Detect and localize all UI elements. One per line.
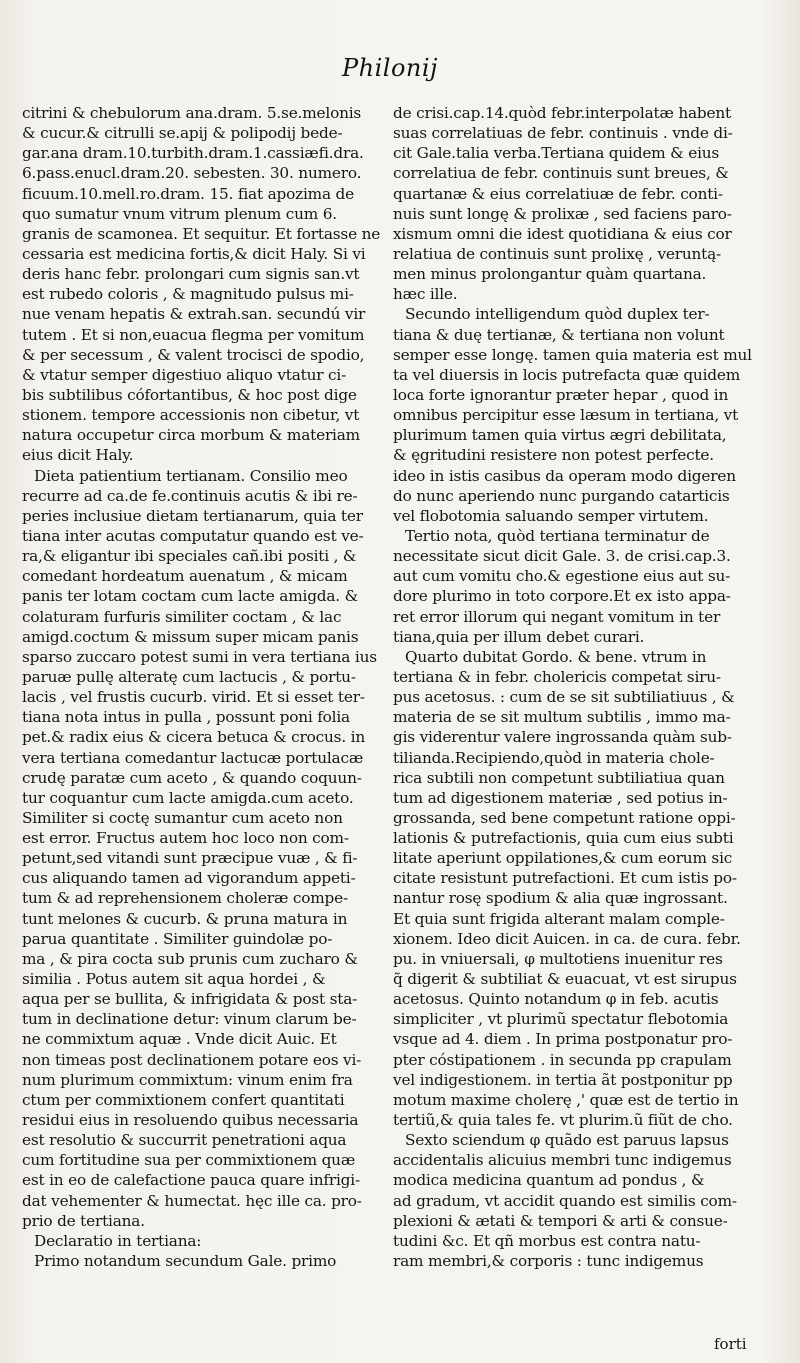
text-line: tertiana & in febr. cholericis competat siru- (393, 667, 721, 686)
text-line: Et quia sunt frigida alterant malam comple- (393, 909, 725, 928)
left-text-column (22, 103, 384, 1271)
text-line: tertiũ,& quia tales fe. vt plurim.ũ fiũt de cho. (393, 1111, 733, 1130)
text-line: do nunc aperiendo nunc purgando catarticis (393, 486, 730, 505)
text-line: Secundo intelligendum quòd duplex ter- (405, 305, 710, 324)
text-line: accidentalis alicuius membri tunc indigemus (393, 1151, 732, 1170)
text-line: est error. Fructus autem hoc loco non com- (22, 829, 349, 848)
text-line: Dieta patientium tertianam. Consilio meo (34, 466, 348, 485)
text-line: & vtatur semper digestiuo aliquo vtatur ci- (22, 365, 347, 384)
text-line: est in eo de calefactione pauca quare infrigi- (22, 1171, 360, 1190)
text-line: Similiter si coctę sumantur cum aceto non (22, 808, 343, 827)
text-line: gis viderentur valere ingrossanda quàm sub- (393, 728, 732, 747)
text-line: vera tertiana comedantur lactucæ portulacæ (22, 748, 364, 767)
text-line: simpliciter , vt plurimũ spectatur flebotomia (393, 1010, 729, 1029)
text-line: ctum per commixtionem confert quantitati (22, 1090, 345, 1109)
text-line: panis ter lotam coctam cum lacte amigda. & (22, 587, 359, 606)
text-line: ma , & pira cocta sub prunis cum zucharo & (22, 949, 358, 968)
text-line: xismum omni die idest quotidiana & eius cor (393, 224, 732, 243)
text-line: litate aperiunt oppilationes,& cum eorum sic (393, 849, 733, 868)
text-line: quo sumatur vnum vitrum plenum cum 6. (22, 204, 337, 223)
text-line: natura occupetur circa morbum & materiam (22, 426, 360, 445)
text-line: ideo in istis casibus da operam modo digeren (393, 466, 736, 485)
text-line: materia de se sit multum subtilis , immo ma- (393, 708, 731, 727)
text-line: cessaria est medicina fortis,& dicit Haly. Si vi (22, 244, 366, 263)
text-line: colaturam furfuris similiter coctam , & lac (22, 607, 342, 626)
text-line: ra,& eligantur ibi speciales cañ.ibi positi , & (22, 547, 357, 566)
text-line: q̃ digerit & subtiliat & euacuat, vt est sirupus (393, 970, 737, 989)
text-line: cus aliquando tamen ad vigorandum appeti- (22, 869, 356, 888)
text-line: Quarto dubitat Gordo. & bene. vtrum in (405, 647, 707, 666)
text-line: ne commixtum aquæ . Vnde dicit Auic. Et (22, 1030, 337, 1049)
text-line: semper esse longę. tamen quia materia est mul (393, 345, 752, 364)
text-line: dore plurimo in toto corpore.Et ex isto appa- (393, 587, 731, 606)
text-line: cit Gale.talia verba.Tertiana quidem & eius (393, 144, 720, 163)
text-line: rica subtili non competunt subtiliatiua quan (393, 768, 725, 787)
text-line: Declaratio in tertiana: (34, 1231, 202, 1250)
text-line: ret error illorum qui negant vomitum in ter (393, 607, 721, 626)
text-line: motum maxime cholerę ,' quæ est de tertio in (393, 1090, 739, 1109)
text-line: paruæ pullę alteratę cum lactucis , & portu- (22, 667, 356, 686)
text-line: est resolutio & succurrit penetrationi aqua (22, 1131, 347, 1150)
text-line: aqua per se bullita, & infrigidata & post sta- (22, 990, 358, 1009)
text-line: men minus prolongantur quàm quartana. (393, 265, 707, 284)
text-line: tilianda.Recipiendo,quòd in materia chole- (393, 748, 715, 767)
text-line: granis de scamonea. Et sequitur. Et fortasse ne (22, 224, 381, 243)
text-line: pet.& radix eius & cicera betuca & crocus. in (22, 728, 366, 747)
text-line: vsque ad 4. diem . In prima postponatur pro- (393, 1030, 733, 1049)
text-line: tunt melones & cucurb. & pruna matura in (22, 909, 348, 928)
text-line: tudini &c. Et qñ morbus est contra natu- (393, 1231, 701, 1250)
text-line: Primo notandum secundum Gale. primo (34, 1252, 337, 1271)
text-line: nuis sunt longę & prolixæ , sed faciens paro- (393, 204, 732, 223)
text-line: aut cum vomitu cho.& egestione eius aut su- (393, 567, 731, 586)
text-line: tum ad digestionem materiæ , sed potius in- (393, 788, 728, 807)
text-line: comedant hordeatum auenatum , & micam (22, 567, 348, 586)
text-line: & cucur.& citrulli se.apij & polipodij bede- (22, 124, 343, 143)
text-line: petunt,sed vitandi sunt præcipue vuæ , & fi- (22, 849, 358, 868)
text-line: 6.pass.enucl.dram.20. sebesten. 30. numero. (22, 164, 362, 183)
text-line: tur coquantur cum lacte amigda.cum aceto. (22, 788, 354, 807)
text-line: lacis , vel frustis cucurb. virid. Et si esset ter- (22, 688, 365, 707)
text-line: correlatiua de febr. continuis sunt breues, & (393, 164, 729, 183)
text-line: similia . Potus autem sit aqua hordei , & (22, 970, 326, 989)
text-line: recurre ad ca.de fe.continuis acutis & ibi re- (22, 486, 358, 505)
text-line: tutem . Et si non,euacua flegma per vomitum (22, 325, 365, 344)
text-line: tum & ad reprehensionem choleræ compe- (22, 889, 348, 908)
text-line: suas correlatiuas de febr. continuis . vnde di- (393, 124, 733, 143)
text-line: parua quantitate . Similiter guindolæ po- (22, 929, 333, 948)
running-head: Philonij (342, 54, 438, 82)
text-line: pter cóstipationem . in secunda pp crapulam (393, 1050, 732, 1069)
text-line: peries inclusiue dietam tertianarum, quia ter (22, 506, 363, 525)
text-line: tiana,quia per illum debet curari. (393, 627, 645, 646)
text-line: num plurimum commixtum: vinum enim fra (22, 1070, 353, 1089)
text-line: cum fortitudine sua per commixtionem quæ (22, 1151, 356, 1170)
text-line: pu. in vniuersali, φ multotiens inuenitur res (393, 949, 723, 968)
text-line: plurimum tamen quia virtus ægri debilitata, (393, 426, 727, 445)
text-line: ficuum.10.mell.ro.dram. 15. fiat apozima de (22, 184, 354, 203)
text-line: tiana inter acutas computatur quando est ve- (22, 526, 364, 545)
text-line: amigd.coctum & missum super micam panis (22, 627, 359, 646)
text-line: de crisi.cap.14.quòd febr.interpolatæ habent (393, 104, 731, 122)
text-line: non timeas post declinationem potare eos vi- (22, 1050, 362, 1069)
text-line: vel flobotomia saluando semper virtutem. (393, 506, 709, 525)
text-line: omnibus percipitur esse læsum in tertiana, vt (393, 406, 739, 425)
text-line: nue venam hepatis & extrah.san. secundú vir (22, 305, 366, 324)
text-line: tiana & duę tertianæ, & tertiana non volunt (393, 325, 725, 344)
text-line: necessitate sicut dicit Gale. 3. de crisi.cap.3. (393, 547, 731, 566)
text-line: loca forte ignorantur præter hepar , quod in (393, 385, 729, 404)
text-line: est rubedo coloris , & magnitudo pulsus mi- (22, 285, 354, 304)
text-line: grossanda, sed bene competunt ratione oppi- (393, 808, 736, 827)
text-line: ta vel diuersis in locis putrefacta quæ quidem (393, 365, 741, 384)
text-line: eius dicit Haly. (22, 446, 134, 465)
text-line: deris hanc febr. prolongari cum signis san.vt (22, 265, 360, 284)
text-line: tiana nota intus in pulla , possunt poni folia (22, 708, 350, 727)
text-line: pus acetosus. : cum de se sit subtiliatiuus , & (393, 688, 735, 707)
text-line: gar.ana dram.10.turbith.dram.1.cassiæfi.dra. (22, 144, 364, 163)
text-line: crudę paratæ cum aceto , & quando coquun- (22, 768, 362, 787)
text-line: citrini & chebulorum ana.dram. 5.se.melonis (22, 104, 362, 122)
text-line: sparso zuccaro potest sumi in vera tertiana ius (22, 647, 377, 666)
text-line: prio de tertiana. (22, 1211, 145, 1230)
text-line: Tertio nota, quòd tertiana terminatur de (405, 526, 710, 545)
text-line: lationis & putrefactionis, quia cum eius subti (393, 829, 734, 848)
text-line: acetosus. Quinto notandum φ in feb. acutis (393, 990, 719, 1009)
text-line: dat vehementer & humectat. hęc ille ca. pro- (22, 1191, 362, 1210)
text-line: ram membri,& corporis : tunc indigemus (393, 1252, 704, 1271)
text-line: residui eius in resoluendo quibus necessaria (22, 1111, 359, 1130)
catchword: forti (714, 1335, 747, 1353)
text-line: nantur rosę spodium & alia quæ ingrossant. (393, 889, 728, 908)
text-line: plexioni & ætati & tempori & arti & consue- (393, 1211, 728, 1230)
text-line: & per secessum , & valent trocisci de spodio, (22, 345, 365, 364)
text-line: stionem. tempore accessionis non cibetur, vt (22, 406, 360, 425)
text-line: Sexto sciendum φ quãdo est paruus lapsus (405, 1131, 729, 1150)
text-line: citate resistunt putrefactioni. Et cum istis po- (393, 869, 737, 888)
text-line: & ęgritudini resistere non potest perfecte. (393, 446, 714, 465)
text-line: quartanæ & eius correlatiuæ de febr. conti- (393, 184, 723, 203)
text-line: modica medicina quantum ad pondus , & (393, 1171, 705, 1190)
text-line: hæc ille. (393, 285, 458, 304)
text-line: bis subtilibus cófortantibus, & hoc post dige (22, 385, 357, 404)
text-line: tum in declinatione detur: vinum clarum be- (22, 1010, 357, 1029)
text-line: xionem. Ideo dicit Auicen. in ca. de cura. febr. (393, 929, 741, 948)
text-line: vel indigestionem. in tertia ãt postponitur pp (393, 1070, 733, 1089)
text-line: ad gradum, vt accidit quando est similis com- (393, 1191, 737, 1210)
right-text-column (393, 103, 755, 1271)
text-line: relatiua de continuis sunt prolixę , veruntą- (393, 244, 722, 263)
